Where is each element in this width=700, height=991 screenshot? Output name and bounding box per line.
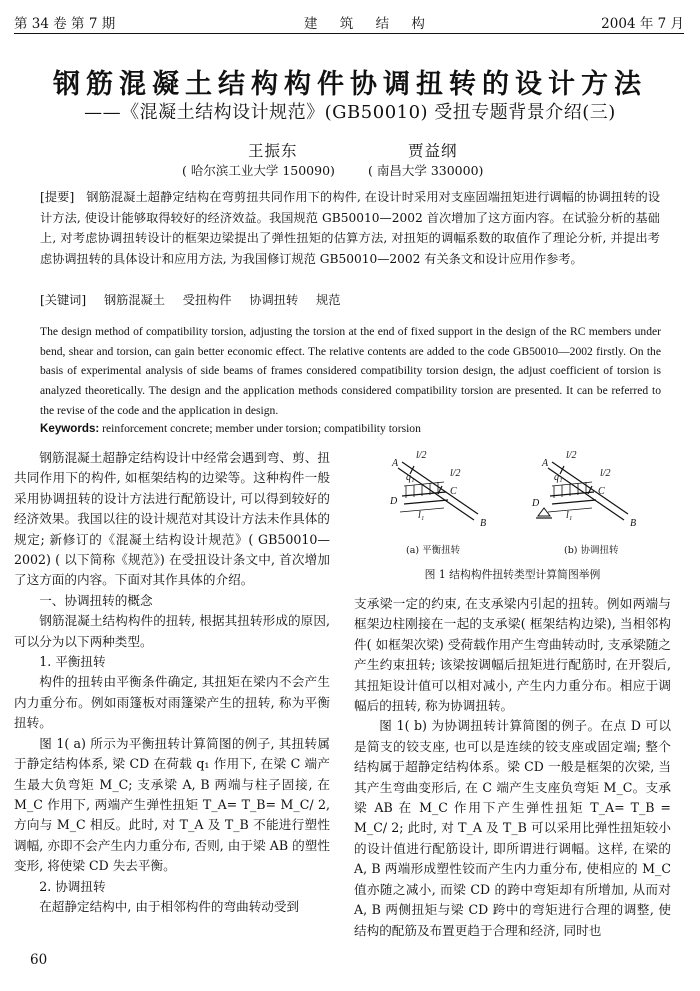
author-affiliation: ( 南昌大学 330000) bbox=[368, 163, 484, 178]
abstract-text: 钢筋混凝土超静定结构在弯剪扭共同作用下的构件, 在设计时采用对支座固端扭矩进行调幅的协调扭转的设计方法, 使设计能够取得较好的经济效益。我国规范 GB50010—2002 首次增加了这方面内容。在试验分析的基础上, 对考虑协调扭转设计的框架边梁提出了弹性扭矩的估算方法, 对扭矩的调幅系数的取值作了理论分析, 并提出考虑协调扭转的具体设计和应用方法, 为我国修订规范 GB50010—2002 有关条文和设计应用作参考。 bbox=[40, 190, 661, 266]
label-a: A bbox=[542, 458, 549, 469]
keyword: 受扭构件 bbox=[182, 293, 232, 307]
paragraph: 在超静定结构中, 由于相邻构件的弯曲转动受到 bbox=[39, 898, 300, 914]
keyword: 钢筋混凝土 bbox=[103, 293, 165, 307]
journal-date: 2004 年 7 月 bbox=[601, 16, 684, 32]
paragraph: 图 1( b) 为协调扭转计算简图的例子。在点 D 可以是简支的铰支座, 也可以是连续的铰支座或固定端; 整个结构属于超静定结构体系。梁 CD 一般是框架的次梁, 当其产生弯曲变形后, 在 C 端产生支座负弯矩 M_C。支承梁 AB 在 M_C 作用下产生弹性扭矩 T_A= T_B = M_C/ 2; 此时, 对 T_A 及 T_B 可以采用比弹性扭矩较小的设计值进行配筋设计, 即所谓进行调幅。这样, 在梁的 A, B 两端形成塑性铰而产生内力重分布, 使相应的 M_C 值亦随之减小, 而梁 CD 的跨中弯矩却有所增加, 从而对 A, B 两侧扭矩与梁 CD 跨中的弯矩进行合理的调整, 使结构的配筋及布置更趋于合理和经济, 同时也 bbox=[354, 718, 671, 938]
abstract-english: The design method of compatibility torsion, adjusting the torsion at the end of fixed support in the design of the RC members under bend, shear and torsion, can gain better economic effect. The relative contents are added to the code GB50010—2002 firstly. On the basis of experimental analysis of side beams of frames considered compatibility torsion design, the adjust coefficient of torsion is analyzed theoretically. The design and the application methods considered compatibility torsion are presented. It can be referred to the revise of the code and the application in design. bbox=[40, 325, 661, 417]
body-column-right bbox=[354, 594, 671, 941]
label-l: l₁ bbox=[418, 510, 425, 521]
keyword: 规范 bbox=[316, 293, 341, 307]
label-half: l/2 bbox=[600, 468, 611, 479]
subsection-heading: 1. 平衡扭转 bbox=[39, 654, 106, 670]
abstract-label: [提要] bbox=[40, 190, 75, 204]
label-l: l₁ bbox=[566, 510, 573, 521]
paragraph: 钢筋混凝土结构构件的扭转, 根据其扭转形成的原因, 可以分为以下两种类型。 bbox=[14, 613, 330, 649]
section-heading: 一、协调扭转的概念 bbox=[39, 592, 153, 608]
author-affiliation: ( 哈尔滨工业大学 150090) bbox=[182, 163, 335, 178]
paragraph: 支承梁一定的约束, 在支承梁内引起的扭转。例如两端与框架边柱刚接在一起的支承梁( 框架结构边梁), 当相邻构件( 如框架次梁) 受荷载作用产生弯曲转动时, 支承梁随之产生约束扭转; 该梁按调幅后扭矩进行配筋时, 在开裂后, 其扭矩设计值可以相对减小, 产生内力重分布。相应于调幅后的扭转, 称为协调扭转。 bbox=[354, 596, 671, 714]
panel-a-caption: (a) 平衡扭转 bbox=[406, 545, 461, 556]
label-q: q₁ bbox=[406, 472, 415, 483]
subsection-heading: 2. 协调扭转 bbox=[39, 878, 106, 894]
keywords-en-label: Keywords: bbox=[40, 422, 100, 435]
figure-1 bbox=[354, 444, 671, 590]
header-rule bbox=[14, 33, 684, 34]
journal-name: 建 筑 结 构 bbox=[304, 16, 434, 32]
label-half: l/2 bbox=[416, 450, 427, 461]
paragraph: 钢筋混凝土超静定结构设计中经常会遇到弯、剪、扭共同作用下的构件, 如框架结构的边梁等。这种构件一般采用协调扭转的设计方法进行配筋设计, 可以得到较好的经济效果。我国以往的设计规范对其设计方法未作具体的规定; 新修订的《混凝土结构设计规范》( GB50010—2002) ( 以下简称《规范》) 在受扭设计条文中, 首次增加了这方面的内容。下面对其作具体的介绍。 bbox=[14, 450, 330, 588]
journal-issue: 第 34 卷 第 7 期 bbox=[14, 16, 116, 32]
label-b: B bbox=[480, 518, 487, 529]
keyword: 协调扭转 bbox=[249, 293, 299, 307]
paragraph: 构件的扭转由平衡条件确定, 其扭矩在梁内不会产生内力重分布。例如雨篷板对雨篷梁产生的扭转, 称为平衡扭转。 bbox=[14, 674, 330, 731]
label-q: q₁ bbox=[554, 472, 563, 483]
keywords-english bbox=[40, 419, 660, 438]
article-title: 钢筋混凝土结构构件协调扭转的设计方法 bbox=[53, 69, 647, 100]
page-number: 60 bbox=[30, 952, 48, 968]
paragraph: 图 1( a) 所示为平衡扭转计算简图的例子, 其扭转属于静定结构体系, 梁 CD 在荷载 q₁ 作用下, 在梁 C 端产生最大负弯矩 M_C; 支承梁 A, B 两端与柱子固接, 在 M_C 作用下, 两端产生弹性扭矩 T_A= T_B= M_C/ 2, 方向与 M_C 相反。此时, 对 T_A 及 T_B 不能进行塑性调幅, 亦即不会产生内力重分布, 否则, 由于梁 AB 的塑性变形, 将使梁 CD 失去平衡。 bbox=[14, 735, 330, 874]
figure-caption: 图 1 结构构件扭转类型计算简图举例 bbox=[424, 568, 601, 581]
beam-cd bbox=[402, 492, 446, 496]
label-half: l/2 bbox=[450, 468, 461, 479]
keywords-chinese bbox=[40, 290, 660, 310]
keywords-label: [关键词] bbox=[40, 293, 87, 307]
label-d: D bbox=[390, 496, 398, 507]
panel-b-caption: (b) 协调扭转 bbox=[564, 545, 619, 556]
body-column-left bbox=[14, 448, 330, 917]
torsion-diagram bbox=[354, 444, 671, 564]
author-name: 王振东 bbox=[248, 142, 298, 160]
keywords-en-text: reinforcement concrete; member under torsion; compatibility torsion bbox=[99, 422, 421, 435]
abstract-chinese bbox=[40, 187, 660, 269]
label-d: D bbox=[532, 498, 540, 509]
label-half: l/2 bbox=[566, 450, 577, 461]
author-name: 贾益纲 bbox=[408, 142, 458, 160]
label-a: A bbox=[392, 458, 399, 469]
label-c: C bbox=[450, 486, 457, 497]
label-b: B bbox=[630, 518, 637, 529]
label-c: C bbox=[598, 486, 605, 497]
running-header bbox=[14, 10, 684, 32]
article-subtitle: ——《混凝土结构设计规范》(GB50010) 受扭专题背景介绍(三) bbox=[84, 102, 616, 123]
